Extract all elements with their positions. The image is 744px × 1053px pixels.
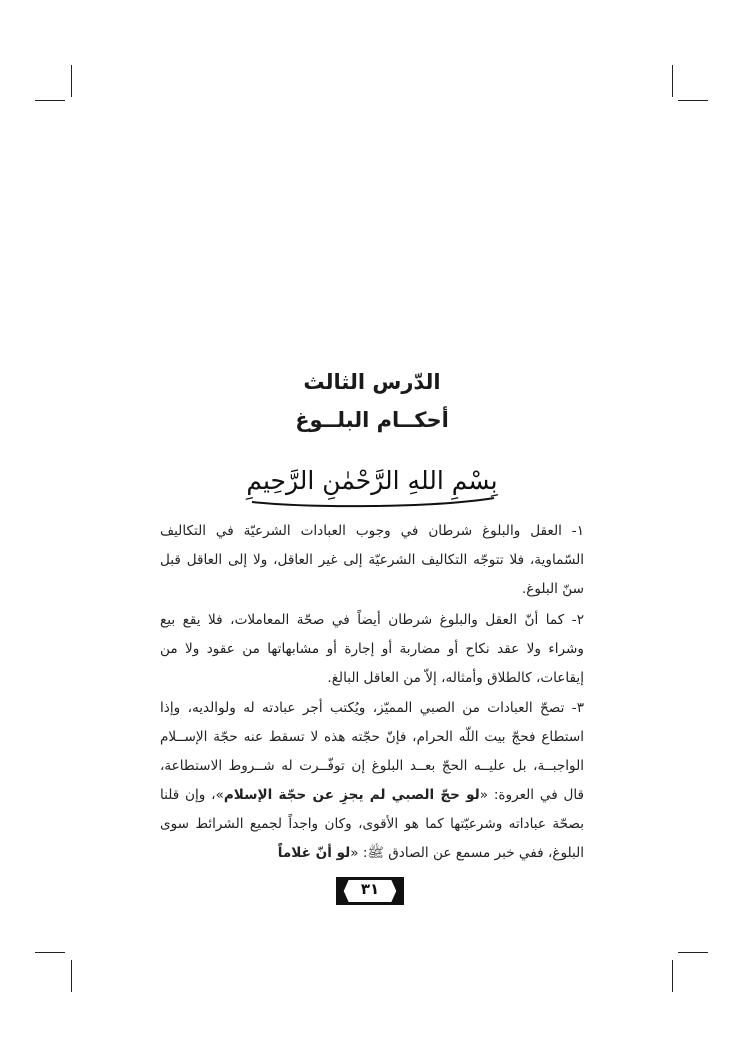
paragraph-2 <box>160 606 584 693</box>
basmala-calligraphy <box>222 458 522 514</box>
crop-mark-bottom-left-horizontal <box>35 952 65 953</box>
paragraph-3-text-before-quote: ٣- تصحّ العبادات من الصبي المميّز، ويُكتب أجر عبادته له ولوالديه، وإذا استطاع فحجّ بيت اللّه الحرام، فإنّ حجّته هذه لا تسقط عنه حجّة الإســلام الواجبــة، بل عليــه الحجّ بعــد البلوغ إن توفّــرت له شــروط الاستطاعة، قال في العروة: « <box>160 700 584 803</box>
paragraph-2-text: ٢- كما أنّ العقل والبلوغ شرطان أيضاً في صحّة المعاملات، فلا يقع بيع وشراء ولا عقد نكاح أو مضاربة أو إجارة أو مشابهاتها من عقود ولا من إيقاعات، كالطلاق وأمثاله، إلاّ من العاقل البالغ. <box>160 612 584 686</box>
paragraph-1 <box>160 517 584 604</box>
basmala-text: بِسْمِ اللهِ الرَّحْمٰنِ الرَّحِيمِ <box>246 466 498 495</box>
crop-mark-bottom-left-vertical <box>71 960 72 992</box>
crop-mark-top-left-horizontal <box>35 100 65 101</box>
crop-mark-top-right-horizontal <box>678 100 708 101</box>
page-number: ٣١ <box>360 880 380 898</box>
hadith-quote-2: لو أنّ غلاماً <box>277 845 351 861</box>
chapter-title: أحكــام البلــوغ <box>295 408 449 432</box>
paragraph-3-text-middle: »، وإن قلنا بصحّة عباداته وشرعيّتها كما هو الأقوى، وكان واجداً لجميع الشرائط سوى البلوغ، ففي خبر مسمع عن الصادق ﷺ: « <box>160 787 584 861</box>
paragraph-3-text <box>160 694 584 868</box>
paragraph-1-text: ١- العقل والبلوغ شرطان في وجوب العبادات الشرعيّة في التكاليف السّماوية، فلا تتوجّه التكاليف الشرعيّة إلى غير العاقل، ولا إلى العاقل قبل سنّ البلوغ. <box>160 523 584 597</box>
lesson-title: الدّرس الثالث <box>303 370 441 394</box>
crop-mark-bottom-right-horizontal <box>678 952 708 953</box>
page-number-ornament <box>336 877 404 905</box>
crop-mark-top-right-vertical <box>672 65 673 97</box>
crop-mark-top-left-vertical <box>71 65 72 97</box>
crop-mark-bottom-right-vertical <box>672 960 673 992</box>
paragraph-3 <box>160 694 584 868</box>
hadith-quote-1: لو حجّ الصبي لم يجزِ عن حجّة الإسلام <box>223 787 480 803</box>
